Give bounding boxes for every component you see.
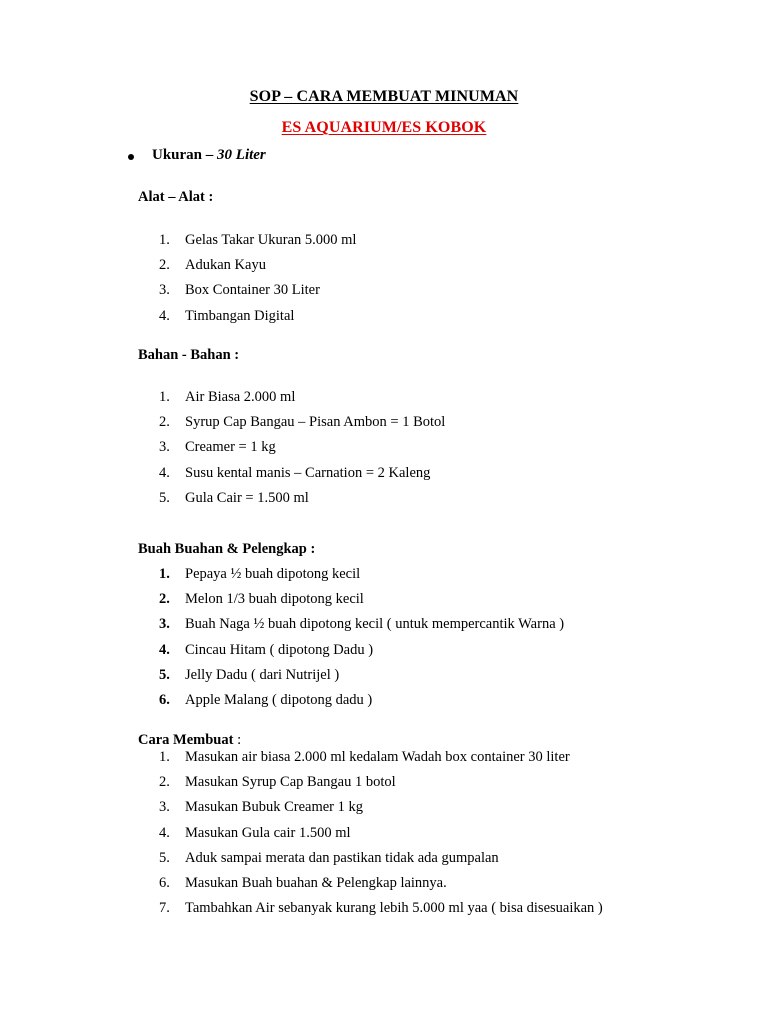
list-item-number: 3. <box>159 799 170 816</box>
list-item-number: 4. <box>159 307 170 324</box>
list-item-number: 2. <box>159 414 170 431</box>
list-item-text: Air Biasa 2.000 ml <box>185 389 296 405</box>
cara-heading-label: Cara Membuat <box>138 732 234 748</box>
list-item-text: Syrup Cap Bangau – Pisan Ambon = 1 Botol <box>185 414 446 431</box>
list-item-number: 7. <box>159 900 170 917</box>
cara-heading-colon: : <box>233 732 242 748</box>
size-label: Ukuran – <box>152 147 218 163</box>
list-item-text: Aduk sampai merata dan pastikan tidak ada gumpalan <box>185 849 499 866</box>
list-item-text: Box Container 30 Liter <box>185 282 320 299</box>
list-item-number: 2. <box>159 591 170 608</box>
list-item-number: 2. <box>159 774 170 791</box>
list-item-text: Jelly Dadu ( dari Nutrijel ) <box>185 666 340 683</box>
document-subtitle: ES AQUARIUM/ES KOBOK <box>281 119 487 136</box>
list-item-number: 5. <box>159 849 170 866</box>
list-item-number: 5. <box>159 666 170 683</box>
list-item-number: 6. <box>159 875 170 891</box>
list-item-number: 3. <box>159 616 170 633</box>
list-item-number: 6. <box>159 692 170 708</box>
list-item-number: 5. <box>159 489 170 506</box>
bahan-heading: Bahan - Bahan : <box>138 347 240 363</box>
list-item-number: 1. <box>159 749 170 765</box>
list-item-text: Pepaya ½ buah dipotong kecil <box>185 566 361 582</box>
list-item-number: 1. <box>159 389 170 405</box>
list-item-text: Buah Naga ½ buah dipotong kecil ( untuk mempercantik Warna ) <box>185 616 565 633</box>
size-bullet-text <box>152 147 266 164</box>
cara-heading <box>138 732 241 749</box>
list-item-number: 3. <box>159 439 170 456</box>
alat-heading: Alat – Alat : <box>138 189 214 205</box>
document-title: SOP – CARA MEMBUAT MINUMAN <box>249 88 519 105</box>
size-value: 30 Liter <box>217 147 266 163</box>
list-item-text: Creamer = 1 kg <box>185 439 276 456</box>
list-item-text: Melon 1/3 buah dipotong kecil <box>185 591 364 608</box>
list-item-text: Apple Malang ( dipotong dadu ) <box>185 692 373 708</box>
list-item-number: 1. <box>159 566 170 582</box>
list-item-text: Masukan Buah buahan & Pelengkap lainnya. <box>185 875 447 891</box>
list-item-text: Gula Cair = 1.500 ml <box>185 489 309 506</box>
list-item-number: 4. <box>159 824 170 841</box>
list-item-number: 4. <box>159 464 170 481</box>
list-item-text: Timbangan Digital <box>185 307 295 324</box>
list-item-text: Masukan Gula cair 1.500 ml <box>185 824 351 841</box>
list-item-text: Gelas Takar Ukuran 5.000 ml <box>185 232 357 248</box>
list-item-text: Adukan Kayu <box>185 257 266 274</box>
list-item-text: Susu kental manis – Carnation = 2 Kaleng <box>185 464 431 481</box>
list-item-text: Masukan Bubuk Creamer 1 kg <box>185 799 363 816</box>
list-item-text: Tambahkan Air sebanyak kurang lebih 5.000 ml yaa ( bisa disesuaikan ) <box>185 900 603 917</box>
list-item-text: Cincau Hitam ( dipotong Dadu ) <box>185 641 374 658</box>
list-item-number: 2. <box>159 257 170 274</box>
buah-heading: Buah Buahan & Pelengkap : <box>138 541 316 557</box>
list-item-number: 4. <box>159 641 170 658</box>
list-item-number: 1. <box>159 232 170 248</box>
list-item-number: 3. <box>159 282 170 299</box>
list-item-text: Masukan Syrup Cap Bangau 1 botol <box>185 774 396 791</box>
bullet-icon <box>128 154 134 160</box>
list-item-text: Masukan air biasa 2.000 ml kedalam Wadah box container 30 liter <box>185 749 570 765</box>
